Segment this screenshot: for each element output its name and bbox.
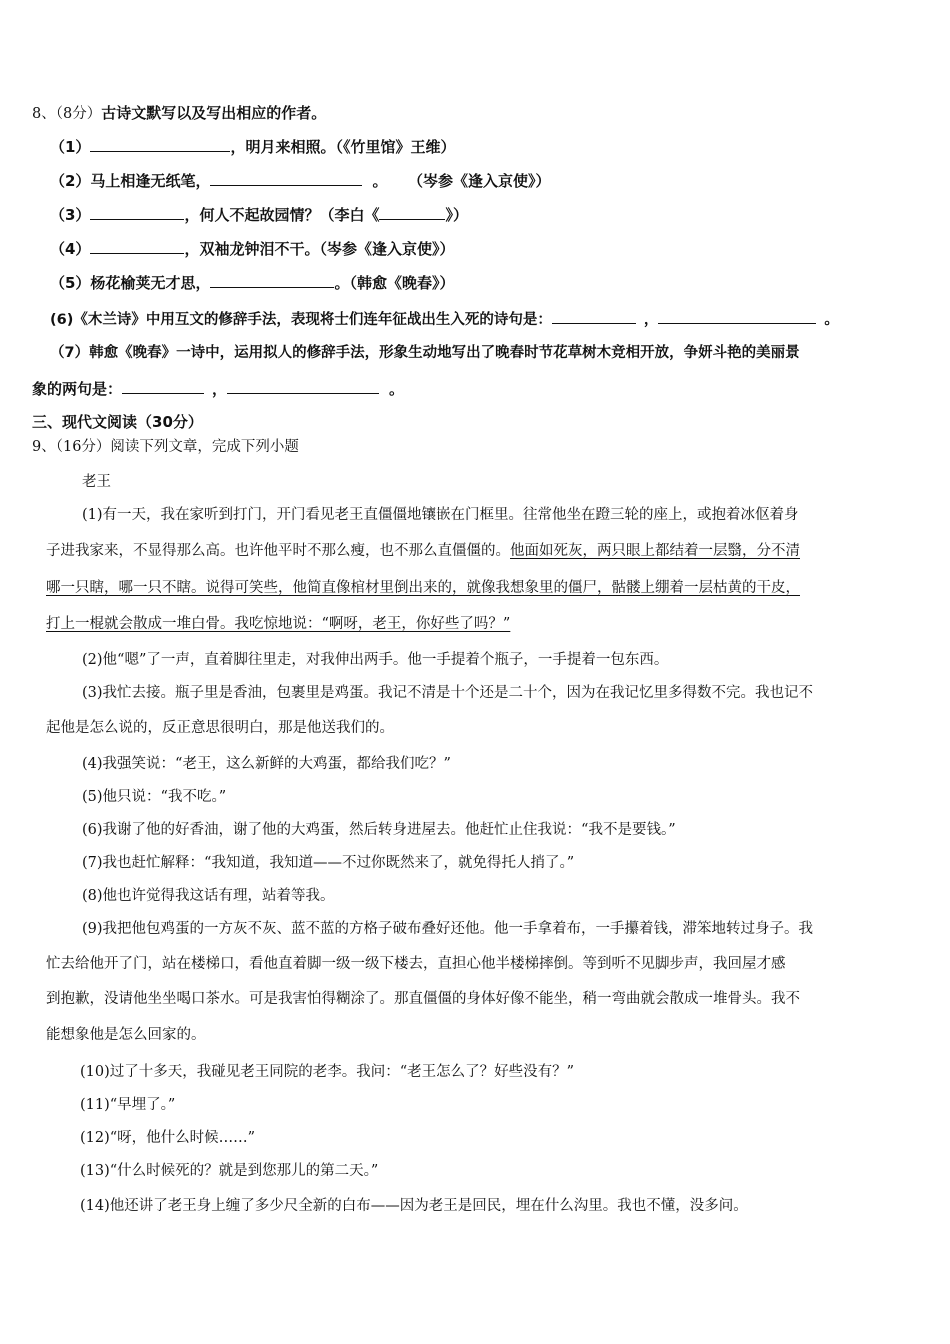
paragraph-3-line-2: 起他是怎么说的，反正意思很明白，那是他送我们的。 xyxy=(46,720,394,736)
q8-item-6-blank-2[interactable] xyxy=(658,309,816,324)
paragraph-9-line-3: 到抱歉，没请他坐坐喝口茶水。可是我害怕得糊涂了。那直僵僵的身体好像不能坐，稍一弯曲就会散成一堆骨头。我不 xyxy=(46,991,800,1007)
q8-item-5-text: （5）杨花榆荚无才思， xyxy=(50,274,211,292)
article-title: 老王 xyxy=(82,474,111,490)
paragraph-9-line-2: 忙去给他开了门，站在楼梯口，看他直着脚一级一级下楼去，直担心他半楼梯摔倒。等到听不见脚步声，我回屋才感 xyxy=(46,956,786,972)
paragraph-3-line-1: (3)我忙去接。瓶子里是香油，包裹里是鸡蛋。我记不清是十个还是二十个，因为在我记忆里多得数不完。我也记不 xyxy=(82,685,814,701)
paragraph-1-underlined-3: 打上一棍就会散成一堆白骨。我吃惊地说：“啊呀，老王，你好些了吗？” xyxy=(46,616,511,632)
q8-item-2-blank[interactable] xyxy=(210,171,362,186)
paragraph-8: (8)他也许觉得我这话有理，站着等我。 xyxy=(82,888,335,904)
q8-item-6-text: (6)《木兰诗》中用互文的修辞手法，表现将士们连年征战出生入死的诗句是： xyxy=(50,312,552,328)
q8-item-7-line-2 xyxy=(32,379,404,399)
q9-number: 9、 xyxy=(32,439,56,455)
q8-item-3-title-blank[interactable] xyxy=(379,205,445,220)
paragraph-1-plain: 子进我家来，不显得那么高。也许他平时不那么瘦，也不那么直僵僵的。 xyxy=(46,543,510,559)
paragraph-1-underlined-2: 哪一只瞎，哪一只不瞎。说得可笑些，他简直像棺材里倒出来的，就像我想象里的僵尸，骷髅上绷着一层枯黄的干皮， xyxy=(46,580,800,596)
q8-item-6-end: 。 xyxy=(824,312,839,328)
q8-item-1-text: ，明月来相照。（《竹里馆》王维） xyxy=(230,138,456,156)
paragraph-11: (11)“早埋了。” xyxy=(80,1097,176,1113)
q8-item-5 xyxy=(50,273,454,293)
q8-item-7-text: 象的两句是： xyxy=(32,380,123,398)
paragraph-9-line-1: (9)我把他包鸡蛋的一方灰不灰、蓝不蓝的方格子破布叠好还他。他一手拿着布，一手攥着钱，滞笨地转过身子。我 xyxy=(82,921,814,937)
paragraph-7: (7)我也赶忙解释：“我知道，我知道——不过你既然来了，就免得托人捎了。” xyxy=(82,855,575,871)
q8-item-7-line-1: （7）韩愈《晚春》一诗中，运用拟人的修辞手法，形象生动地写出了晚春时节花草树木竞相开放，争妍斗艳的美丽景 xyxy=(50,345,800,361)
q8-item-7-comma: ， xyxy=(212,380,228,398)
paragraph-4: (4)我强笑说：“老王，这么新鲜的大鸡蛋，都给我们吃？” xyxy=(82,756,451,772)
q8-item-7-blank-2[interactable] xyxy=(227,379,379,394)
q9-header xyxy=(32,437,299,457)
q8-item-2 xyxy=(50,171,550,191)
q8-item-6-blank-1[interactable] xyxy=(552,309,636,324)
q8-item-4 xyxy=(50,239,454,259)
paragraph-6: (6)我谢了他的好香油，谢了他的大鸡蛋，然后转身进屋去。他赶忙止住我说：“我不是要钱。” xyxy=(82,822,676,838)
paragraph-2: (2)他“嗯”了一声，直着脚往里走，对我伸出两手。他一手提着个瓶子，一手提着一包东西。 xyxy=(82,652,669,668)
q8-item-1-number: （1） xyxy=(50,138,91,156)
q8-item-7-end: 。 xyxy=(389,380,405,398)
section-3-title: 三、现代文阅读（30分） xyxy=(32,413,203,431)
q8-item-3-text: ，何人不起故园情？（李白《 xyxy=(184,206,380,224)
q8-item-4-text: ，双袖龙钟泪不干。（岑参《逢入京使》） xyxy=(184,240,455,258)
q8-item-7-blank-1[interactable] xyxy=(122,379,204,394)
paragraph-1-line-2 xyxy=(46,541,800,561)
paragraph-5: (5)他只说：“我不吃。” xyxy=(82,789,227,805)
q8-instruction: 古诗文默写以及写出相应的作者。 xyxy=(101,104,327,122)
q8-item-3-end: 》） xyxy=(445,206,468,224)
q8-item-3-number: （3） xyxy=(50,206,91,224)
q8-item-4-number: （4） xyxy=(50,240,91,258)
paragraph-10: (10)过了十多天，我碰见老王同院的老李。我问：“老王怎么了？好些没有？” xyxy=(80,1064,575,1080)
q8-item-3 xyxy=(50,205,468,225)
paragraph-13: (13)“什么时候死的？就是到您那儿的第二天。” xyxy=(80,1163,379,1179)
q8-item-5-blank[interactable] xyxy=(210,273,334,288)
q8-score: （8分） xyxy=(55,106,102,122)
q8-item-2-period: 。 xyxy=(372,172,388,190)
paragraph-9-line-4: 能想象他是怎么回家的。 xyxy=(46,1027,206,1043)
paragraph-1-line-1: (1)有一天，我在家听到打门，开门看见老王直僵僵地镶嵌在门框里。往常他坐在蹬三轮的座上，或抱着冰伛着身 xyxy=(82,507,799,523)
q8-header xyxy=(32,103,326,124)
q8-number: 8、 xyxy=(32,106,56,122)
q8-item-2-source: （岑参《逢入京使》） xyxy=(415,172,551,190)
q9-instruction: （16分）阅读下列文章，完成下列小题 xyxy=(55,439,299,455)
q8-item-3-blank[interactable] xyxy=(90,205,184,220)
paragraph-14: (14)他还讲了老王身上缠了多少尺全新的白布——因为老王是回民，埋在什么沟里。我也不懂，没多问。 xyxy=(80,1198,748,1214)
q8-item-1-blank[interactable] xyxy=(90,137,230,152)
q8-item-6-comma: ， xyxy=(643,312,659,328)
q8-item-6 xyxy=(50,309,839,330)
paragraph-1-underlined-1: 他面如死灰，两只眼上都结着一层翳，分不清 xyxy=(510,543,800,559)
q8-item-1 xyxy=(50,137,455,157)
q8-item-4-blank[interactable] xyxy=(90,239,184,254)
q8-item-2-text: （2）马上相逢无纸笔， xyxy=(50,172,211,190)
paragraph-12: (12)“呀，他什么时候……” xyxy=(80,1130,256,1146)
q8-item-5-end: 。（韩愈《晚春》） xyxy=(334,274,455,292)
